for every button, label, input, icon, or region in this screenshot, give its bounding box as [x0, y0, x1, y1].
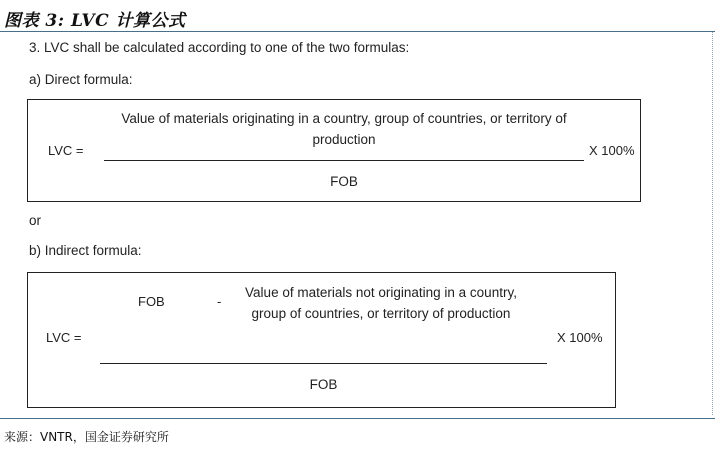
- direct-formula-label: a) Direct formula:: [29, 72, 133, 87]
- or-text: or: [29, 213, 42, 228]
- indirect-numerator: [228, 282, 534, 324]
- minus-sign: -: [217, 294, 222, 309]
- indirect-denominator: FOB: [309, 377, 338, 392]
- right-border: [712, 32, 713, 415]
- indirect-numerator-line2: group of countries, or territory of production: [251, 306, 511, 321]
- direct-fraction-line: [104, 160, 584, 161]
- direct-numerator: [102, 108, 586, 150]
- indirect-formula-box: [27, 272, 616, 408]
- source-note: 来源：VNTR，国金证券研究所: [4, 430, 169, 444]
- footer-divider: [0, 418, 715, 419]
- title-divider: [0, 31, 715, 32]
- indirect-numerator-line1: Value of materials not originating in a country,: [245, 285, 517, 300]
- intro-text: 3. LVC shall be calculated according to one of the two formulas:: [29, 40, 410, 55]
- indirect-fraction-line: [100, 363, 547, 364]
- direct-lhs: LVC =: [48, 143, 84, 158]
- indirect-formula-label: b) Indirect formula:: [29, 243, 142, 258]
- direct-numerator-line2: production: [312, 132, 376, 147]
- indirect-fob-term: FOB: [138, 294, 165, 309]
- direct-denominator: FOB: [330, 174, 358, 189]
- indirect-multiplier: X 100%: [557, 330, 603, 345]
- indirect-lhs: LVC =: [46, 330, 82, 345]
- direct-numerator-line1: Value of materials originating in a country, group of countries, or territory of: [121, 111, 567, 126]
- figure-header: [0, 0, 715, 34]
- direct-multiplier: X 100%: [589, 143, 635, 158]
- direct-formula-box: [27, 99, 641, 202]
- figure-title: 图表 3: LVC 计算公式: [4, 11, 186, 31]
